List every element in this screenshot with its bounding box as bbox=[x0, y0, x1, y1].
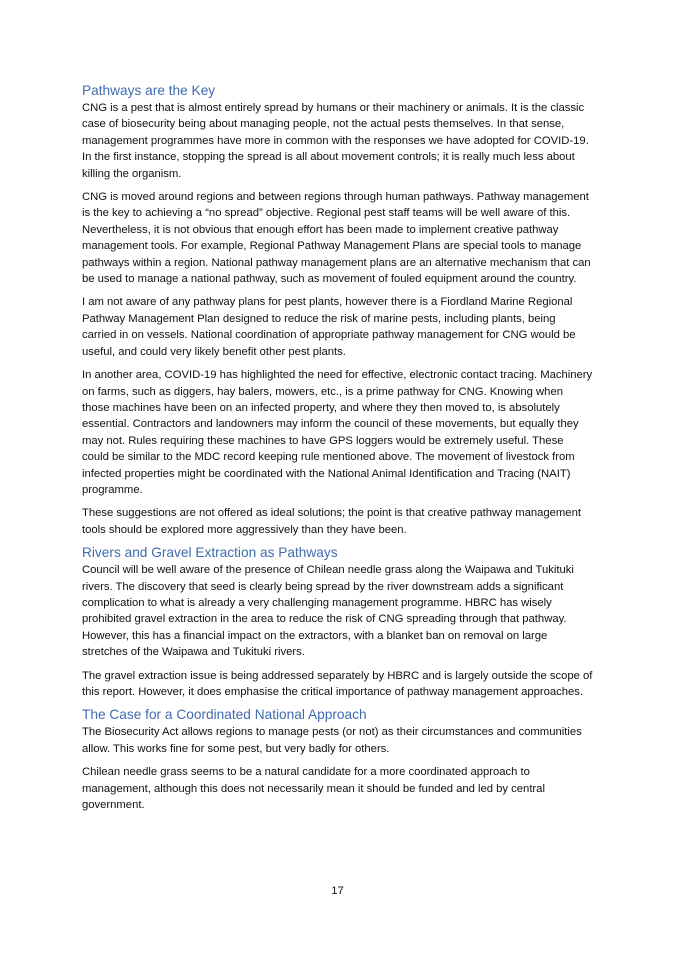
paragraph: The Biosecurity Act allows regions to manage pests (or not) as their circumstances and communities allow. This works fine for some pest, but very badly for others. bbox=[82, 726, 582, 755]
paragraph: CNG is a pest that is almost entirely spread by humans or their machinery or animals. It is the classic case of biosecurity being about managing people, not the actual pests themselves. In that sense, management programmes have more in common with the responses we have adopted for COVID-19. In the first instance, stopping the spread is all about movement controls; it is really much less about killing the organism. bbox=[82, 102, 589, 180]
section-coordinated-national-approach bbox=[82, 707, 593, 813]
page-number: 17 bbox=[331, 885, 344, 897]
section-heading: Pathways are the Key bbox=[82, 83, 216, 98]
section-pathways-are-the-key bbox=[82, 83, 593, 538]
paragraph: These suggestions are not offered as ideal solutions; the point is that creative pathway management tools should be explored more aggressively than they have been. bbox=[82, 507, 581, 536]
paragraph: In another area, COVID-19 has highlighted the need for effective, electronic contact tracing. Machinery on farms, such as diggers, hay balers, mowers, etc., is a prime pathway for CNG. Knowing when those machines have been on an infected property, and where they then moved to, is absolutely essential. Contractors and landowners may inform the council of these movements, but equally they may not. Rules requiring these machines to have GPS loggers would be extremely useful. These could be similar to the MDC record keeping rule mentioned above. The movement of livestock from infected properties might be coordinated with the National Animal Identification and Tracing (NAIT) programme. bbox=[82, 369, 593, 496]
section-heading: Rivers and Gravel Extraction as Pathways bbox=[82, 545, 338, 561]
paragraph: CNG is moved around regions and between regions through human pathways. Pathway management is the key to achieving a “no spread” objective. Regional pest staff teams will be well aware of this. Nevertheless, it is not obvious that enough effort has been made to implement creative pathway management tools. For example, Regional Pathway Management Plans are special tools to manage pathways within a region. National pathway management plans are an alternative mechanism that can be used to manage a national pathway, such as movement of fouled equipment around the country. bbox=[82, 191, 591, 286]
section-heading: The Case for a Coordinated National Approach bbox=[82, 707, 367, 723]
paragraph: Chilean needle grass seems to be a natural candidate for a more coordinated approach to management, although this does not necessarily mean it should be funded and led by central government. bbox=[82, 766, 545, 812]
section-rivers-and-gravel-extraction bbox=[82, 545, 593, 700]
paragraph: Council will be well aware of the presence of Chilean needle grass along the Waipawa and Tukituki rivers. The discovery that seed is clearly being spread by the river downstream adds a significant complication to what is already a very challenging management programme. HBRC has wisely prohibited gravel extraction in the area to reduce the risk of CNG spreading through that pathway. However, this has a financial impact on the extractors, with a blanket ban on removal on large stretches of the Waipawa and Tukituki rivers. bbox=[82, 564, 574, 659]
paragraph: I am not aware of any pathway plans for pest plants, however there is a Fiordland Marine Regional Pathway Management Plan designed to reduce the risk of marine pests, including plants, being carried in on vessels. National coordination of appropriate pathway management for CNG would be useful, and could very likely benefit other pest plants. bbox=[82, 296, 576, 358]
paragraph: The gravel extraction issue is being addressed separately by HBRC and is largely outside the scope of this report. However, it does emphasise the critical importance of pathway management approaches. bbox=[82, 669, 593, 698]
